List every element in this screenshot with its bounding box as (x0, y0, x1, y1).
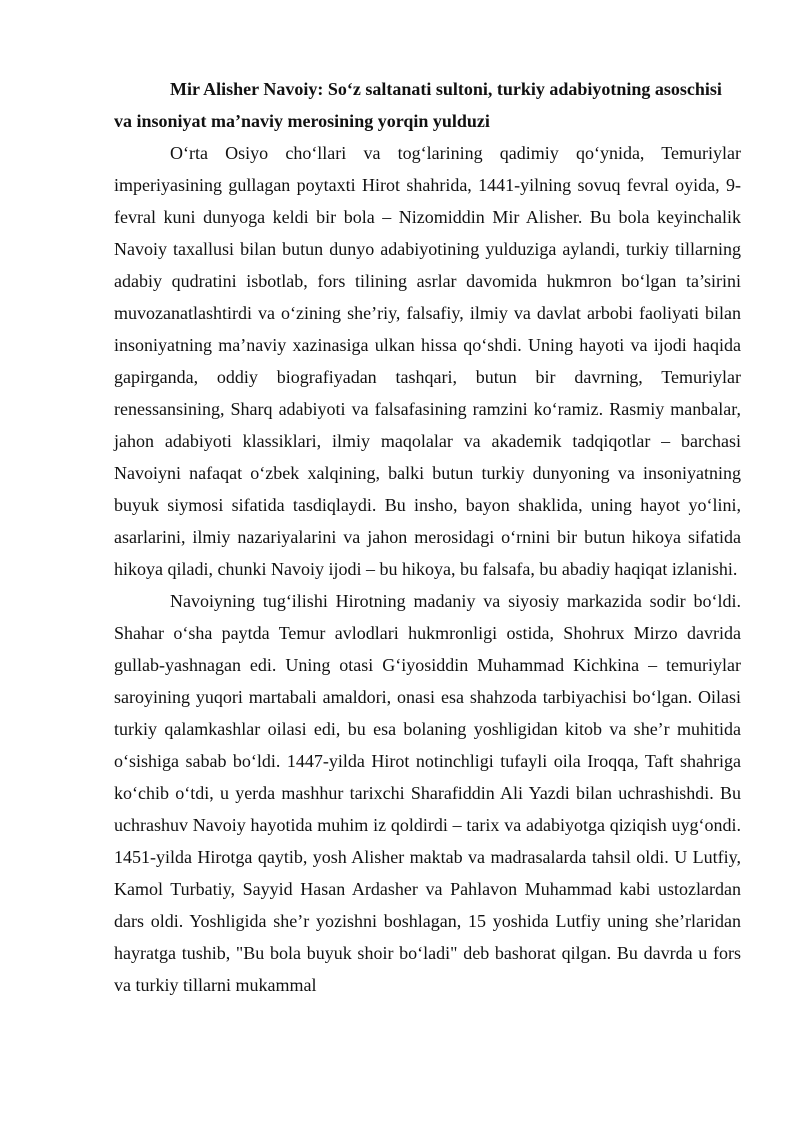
paragraph: Navoiyning tug‘ilishi Hirotning madaniy va siyosiy markazida sodir bo‘ldi. Shahar o‘sha paytda Temur avlodlari hukmronligi ostida, Shohrux Mirzo davrida gullab-yashnagan edi. Uning otasi G‘iyosiddin Muhammad Kichkina – temuriylar saroyining yuqori martabali amaldori, onasi esa shahzoda tarbiyachisi bo‘lgan. Oilasi turkiy qalamkashlar oilasi edi, bu esa bolaning yoshligidan kitob va she’r muhitida o‘sishiga sabab bo‘ldi. 1447-yilda Hirot notinchligi tufayli oila Iroqqa, Taft shahriga ko‘chib o‘tdi, u yerda mashhur tarixchi Sharafiddin Ali Yazdi bilan uchrashishdi. Bu uchrashuv Navoiy hayotida muhim iz qoldirdi – tarix va adabiyotga qiziqish uyg‘ondi. 1451-yilda Hirotga qaytib, yosh Alisher maktab va madrasalarda tahsil oldi. U Lutfiy, Kamol Turbatiy, Sayyid Hasan Ardasher va Pahlavon Muhammad kabi ustozlardan dars oldi. Yoshligida she’r yozishni boshlagan, 15 yoshida Lutfiy uning she’rlaridan hayratga tushib, "Bu bola buyuk shoir bo‘ladi" deb bashorat qilgan. Bu davrda u fors va turkiy tillarni mukammal (114, 591, 741, 995)
document-body (114, 73, 741, 1001)
document-title: Mir Alisher Navoiy: So‘z saltanati sultoni, turkiy adabiyotning asoschisi va insoniyat ma’naviy merosining yorqin yulduzi (114, 79, 722, 131)
paragraph: O‘rta Osiyo cho‘llari va tog‘larining qadimiy qo‘ynida, Temuriylar imperiyasining gullagan poytaxti Hirot shahrida, 1441-yilning sovuq fevral oyida, 9-fevral kuni dunyoga keldi bir bola – Nizomiddin Mir Alisher. Bu bola keyinchalik Navoiy taxallusi bilan butun dunyo adabiyotining yulduziga aylandi, turkiy tillarning adabiy qudratini isbotlab, fors tilining asrlar davomida hukmron bo‘lgan ta’sirini muvozanatlashtirdi va o‘zining she’riy, falsafiy, ilmiy va davlat arbobi faoliyati bilan insoniyatning ma’naviy xazinasiga ulkan hissa qo‘shdi. Uning hayoti va ijodi haqida gapirganda, oddiy biografiyadan tashqari, butun bir davrning, Temuriylar renessansining, Sharq adabiyoti va falsafasining ramzini ko‘ramiz. Rasmiy manbalar, jahon adabiyoti klassiklari, ilmiy maqolalar va akademik tadqiqotlar – barchasi Navoiyni nafaqat o‘zbek xalqining, balki butun turkiy dunyoning va insoniyatning buyuk siymosi sifatida tasdiqlaydi. Bu insho, bayon shaklida, uning hayot yo‘lini, asarlarini, ilmiy nazariyalarini va jahon merosidagi o‘rnini bir butun hikoya sifatida hikoya qiladi, chunki Navoiy ijodi – bu hikoya, bu falsafa, bu abadiy haqiqat izlanishi. (114, 143, 741, 579)
